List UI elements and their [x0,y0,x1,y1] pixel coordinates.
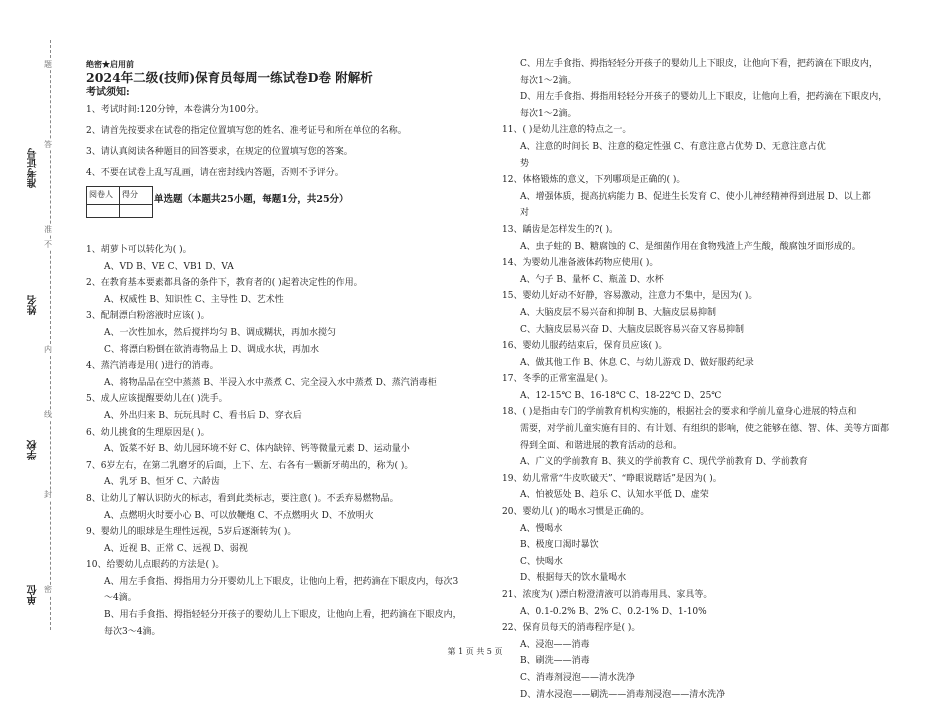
option-text: C、大脑皮层易兴奋 D、大脑皮层既容易兴奋又容易抑制 [520,324,744,335]
option-text: A、增强体质，提高抗病能力 B、促进生长发育 C、使小儿神经精神得到进展 D、以上都 [520,191,871,202]
seal-dashed-line [50,40,51,630]
question-text: 1、胡萝卜可以转化为( )。 [86,245,192,255]
question-text: 9、婴幼儿的眼球是生理性远视，5岁后逐渐转为( )。 [86,527,297,538]
reviewer-cell[interactable] [87,204,120,217]
seal-word: 线 [44,410,52,419]
question-text: 22、保育员每天的消毒程序是( )。 [502,623,641,634]
score-row [86,186,486,222]
question-text: 12、体格锻炼的意义，下列哪项是正确的( )。 [502,175,686,186]
seal-word: 内 [44,345,52,354]
option-text: A、乳牙 B、恒牙 C、六龄齿 [104,477,220,488]
question-text: 5、成人应该提醒要幼儿在( )洗手。 [86,394,228,405]
option-text: D、根据每天的饮水量喝水 [520,573,627,584]
option-text: A、点燃明火时要小心 B、可以放鞭炮 C、不点燃明火 D、不放明火 [104,510,374,521]
option-text: A、VD B、VE C、VB1 D、VA [104,261,234,272]
option-text: A、12-15℃ B、16-18℃ C、18-22℃ D、25℃ [520,390,722,401]
question-text: 6、幼儿挑食的生理原因是( )。 [86,427,210,438]
option-text: A、广义的学前教育 B、狭义的学前教育 C、现代学前教育 D、学前教育 [520,457,808,468]
option-text: A、虫子蛀的 B、糖腐蚀的 C、是细菌作用在食物残渣上产生酸，酸腐蚀牙面形成的。 [520,241,861,252]
option-text: D、用左手食指、拇指用轻轻分开孩子的婴幼儿上下眼皮，让他向上看，把药滴在下眼皮内， [520,92,888,103]
section-heading: 单选题（本题共25小题，每题1分，共25分） [154,194,349,205]
right-question-list [502,56,922,703]
question-text: 13、龋齿是怎样发生的?( )。 [502,224,619,235]
notice-item: 1、考试时间:120分钟，本卷满分为100分。 [86,105,265,115]
seal-word: 封 [44,490,52,499]
question-text: 11、( )是幼儿注意的特点之一。 [502,125,632,136]
question-text: 10、给婴幼儿点眼药的方法是( )。 [86,560,225,571]
right-column [502,56,922,703]
question-text: 19、幼儿常常“牛皮吹破天”、“睁眼说瞎话”是因为( )。 [502,473,722,484]
question-text: 15、婴幼儿好动不好静，容易激动，注意力不集中，是因为( )。 [502,291,758,302]
option-text: A、饭菜不好 B、幼儿园环境不好 C、体内缺锌、钙等微量元素 D、运动量小 [104,444,410,455]
name-field[interactable]: 姓名 [28,295,39,315]
score-cell[interactable] [120,204,153,217]
page-footer: 第 1 页 共 5 页 [447,647,503,656]
option-text: C、消毒剂浸泡——清水洗净 [520,672,635,683]
left-column [86,58,486,640]
option-text: A、浸泡——消毒 [520,639,590,650]
option-text: B、极度口渴时暴饮 [520,540,599,551]
question-text: 21、浓度为( )漂白粉澄清液可以消毒用具、家具等。 [502,590,713,600]
notice-item: 4、不要在试卷上乱写乱画，请在密封线内答题，否则不予评分。 [86,168,344,178]
option-text: B、用右手食指、拇指轻轻分开孩子的婴幼儿上下眼皮，让他向上看，把药滴在下眼皮内， [104,610,462,621]
reviewer-label: 阅卷人 [87,187,120,205]
option-text: A、做其他工作 B、休息 C、与幼儿游戏 D、做好服药纪录 [520,357,754,368]
score-table [86,186,153,218]
question-text: 7、6岁左右，在第二乳磨牙的后面，上下、左、右各有一颗新牙萌出的，称为( )。 [86,460,414,471]
binding-margin [0,0,62,671]
question-text: 3、配制漂白粉溶液时应该( )。 [86,311,210,322]
option-text: 每次1～2滴。 [520,75,577,86]
seal-word: 题 [44,60,52,69]
seal-word: 答 [44,140,52,149]
seal-word: 准 [44,225,52,234]
score-label: 得分 [120,187,153,205]
option-text: A、一次性加水，然后搅拌均匀 B、调成糊状，再加水搅匀 [104,327,336,338]
option-text: 需要，对学前儿童实施有目的、有计划、有组织的影响，使之能够在德、智、体、美等方面都 [520,424,890,435]
option-text: A、怕被惩处 B、趋乐 C、认知水平低 D、虚荣 [520,490,709,501]
question-text: 14、为婴幼儿准备液体药物应使用( )。 [502,258,659,269]
option-text: A、勺子 B、量杯 C、瓶盖 D、水杯 [520,274,664,285]
question-text: 18、( )是指由专门的学前教育机构实施的，根据社会的要求和学前儿童身心进展的特点和 [502,407,857,418]
question-text: 4、蒸汽消毒是用( )进行的消毒。 [86,361,219,372]
question-text: 8、让幼儿了解认识防火的标志，看到此类标志，要注意( )。不丢弃易燃物品。 [86,493,399,504]
notice-item: 3、请认真阅读各种题目的回答要求，在规定的位置填写您的答案。 [86,147,353,157]
option-text: 势 [520,158,530,169]
option-text: A、大脑皮层不易兴奋和抑制 B、大脑皮层易抑制 [520,307,716,318]
option-text: A、外出归来 B、玩玩具时 C、看书后 D、穿衣后 [104,410,302,421]
option-text: A、用左手食指、拇指用力分开婴幼儿上下眼皮，让他向上看，把药滴在下眼皮内，每次3 [104,576,459,587]
question-text: 16、婴幼儿服药结束后，保育员应该( )。 [502,341,668,352]
exam-number-field[interactable]: 准考证号 [28,148,39,188]
option-text: 对 [520,208,530,219]
option-text: A、近视 B、正常 C、远视 D、弱视 [104,543,248,554]
option-text: B、刷洗——消毒 [520,656,590,667]
option-text: A、权威性 B、知识性 C、主导性 D、艺术性 [104,294,284,305]
option-text: A、慢喝水 [520,523,563,534]
notice-heading: 考试须知: [86,87,130,98]
secret-mark: 绝密★启用前 [86,59,134,69]
option-text: ～4滴。 [104,593,137,604]
option-text: C、快喝水 [520,556,563,567]
option-text: 每次1～2滴。 [520,108,577,119]
option-text: C、将漂白粉倒在欲消毒物品上 D、调成水状，再加水 [104,344,319,355]
notice-list [86,100,486,184]
school-field[interactable]: 学校 [28,440,39,460]
option-text: D、清水浸泡——刷洗——消毒剂浸泡——清水洗净 [520,689,726,700]
left-question-list [86,242,486,640]
notice-item: 2、请首先按要求在试卷的指定位置填写您的姓名、准考证号和所在单位的名称。 [86,126,407,136]
question-text: 20、婴幼儿( )的喝水习惯是正确的。 [502,507,650,518]
option-text: A、将物品品在空中蒸蒸 B、半浸入水中蒸煮 C、完全浸入水中蒸煮 D、蒸汽消毒柜 [104,377,437,388]
seal-word: 不 [44,240,52,249]
page-title: 2024年二级(技师)保育员每周一练试卷D卷 附解析 [86,70,373,85]
unit-field[interactable]: 单位 [28,585,39,605]
seal-word: 密 [44,585,52,594]
question-text: 2、在教育基本要素都具备的条件下，教育者的( )起着决定性的作用。 [86,278,363,289]
question-text: 17、冬季的正常室温是( )。 [502,374,614,385]
option-text: 每次3～4滴。 [104,626,161,637]
option-text: 得到全面、和谐进展的教育活动的总和。 [520,440,683,451]
option-text: A、注意的时间长 B、注意的稳定性强 C、有意注意占优势 D、无意注意占优 [520,141,826,152]
option-text: C、用左手食指、拇指轻轻分开孩子的婴幼儿上下眼皮，让他向下看，把药滴在下眼皮内， [520,59,878,69]
option-text: A、0.1-0.2% B、2% C、0.2-1% D、1-10% [520,606,707,617]
